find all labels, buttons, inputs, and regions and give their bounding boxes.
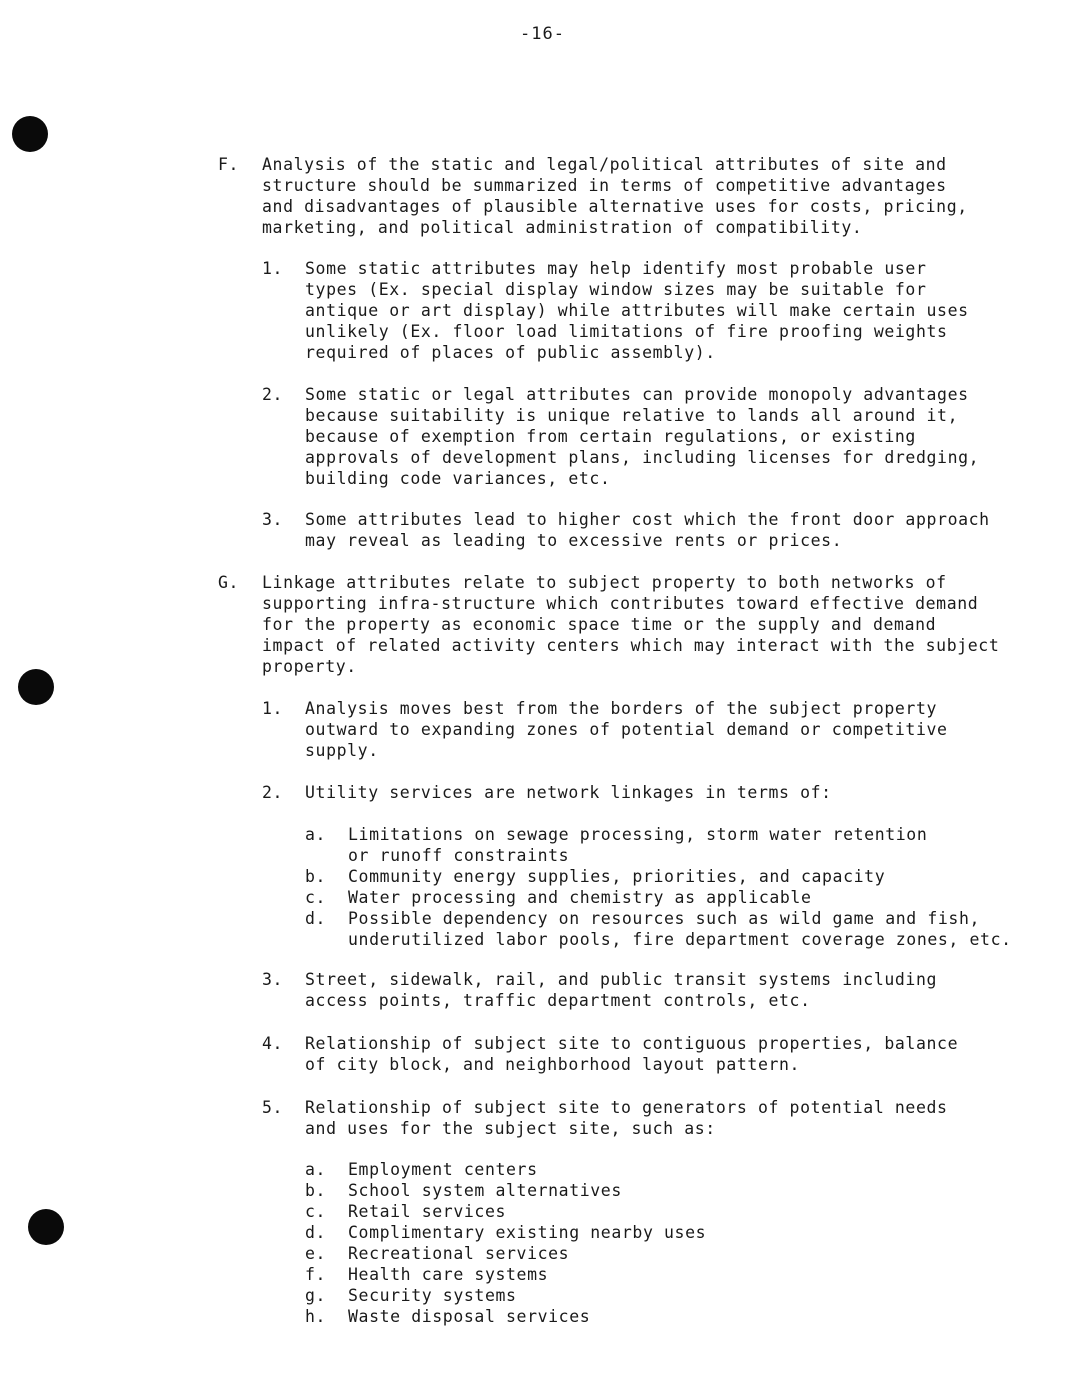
list-item-line: approvals of development plans, including licenses for dredging, — [305, 448, 980, 467]
list-item-marker: 4. — [262, 1034, 284, 1053]
list-item-line: Some attributes lead to higher cost which the front door approach — [305, 510, 990, 529]
list-item-line: Street, sidewalk, rail, and public transit systems including — [305, 970, 938, 989]
sub-item-line: Water processing and chemistry as applicable — [348, 888, 812, 907]
page-number: -16- — [520, 24, 565, 44]
list-item-line: unlikely (Ex. floor load limitations of fire proofing weights — [305, 322, 948, 341]
section-paragraph-line: structure should be summarized in terms of competitive advantages — [262, 176, 947, 195]
list-item-line: because of exemption from certain regulations, or existing — [305, 427, 916, 446]
sub-item-line: Complimentary existing nearby uses — [348, 1223, 707, 1242]
sub-item-marker: c. — [305, 1202, 327, 1221]
list-item-marker: 2. — [262, 385, 284, 404]
section-paragraph-line: marketing, and political administration of compatibility. — [262, 218, 863, 237]
sub-item-marker: c. — [305, 888, 327, 907]
list-item-line: building code variances, etc. — [305, 469, 611, 488]
list-item-line: Some static attributes may help identify most probable user — [305, 259, 927, 278]
list-item-marker: 1. — [262, 259, 284, 278]
list-item-line: Utility services are network linkages in terms of: — [305, 783, 832, 802]
sub-item-marker: h. — [305, 1307, 327, 1326]
section-paragraph-line: for the property as economic space time or the supply and demand — [262, 615, 937, 634]
sub-item-marker: g. — [305, 1286, 327, 1305]
list-item-marker: 1. — [262, 699, 284, 718]
list-item-line: supply. — [305, 741, 379, 760]
list-item-line: types (Ex. special display window sizes may be suitable for — [305, 280, 927, 299]
sub-item-marker: b. — [305, 1181, 327, 1200]
list-item-line: may reveal as leading to excessive rents or prices. — [305, 531, 843, 550]
sub-item-marker: a. — [305, 825, 327, 844]
list-item-marker: 3. — [262, 970, 284, 989]
section-paragraph-line: Linkage attributes relate to subject property to both networks of — [262, 573, 947, 592]
sub-item-line: School system alternatives — [348, 1181, 622, 1200]
binder-hole — [28, 1209, 64, 1245]
list-item-line: outward to expanding zones of potential demand or competitive — [305, 720, 948, 739]
sub-item-marker: a. — [305, 1160, 327, 1179]
list-item-line: Analysis moves best from the borders of the subject property — [305, 699, 938, 718]
section-paragraph-line: Analysis of the static and legal/political attributes of site and — [262, 155, 947, 174]
sub-item-line: Waste disposal services — [348, 1307, 591, 1326]
section-paragraph-line: impact of related activity centers which may interact with the subject — [262, 636, 1000, 655]
sub-item-line: Limitations on sewage processing, storm water retention — [348, 825, 928, 844]
sub-item-line: or runoff constraints — [348, 846, 570, 865]
list-item-line: Some static or legal attributes can provide monopoly advantages — [305, 385, 969, 404]
list-item-marker: 3. — [262, 510, 284, 529]
sub-item-line: underutilized labor pools, fire department coverage zones, etc. — [348, 930, 1012, 949]
sub-item-marker: e. — [305, 1244, 327, 1263]
list-item-line: access points, traffic department controls, etc. — [305, 991, 811, 1010]
binder-hole — [18, 669, 54, 705]
sub-item-marker: d. — [305, 1223, 327, 1242]
list-item-marker: 5. — [262, 1098, 284, 1117]
list-item-line: Relationship of subject site to generators of potential needs — [305, 1098, 948, 1117]
list-item-marker: 2. — [262, 783, 284, 802]
sub-item-marker: d. — [305, 909, 327, 928]
list-item-line: of city block, and neighborhood layout pattern. — [305, 1055, 801, 1074]
binder-hole — [12, 116, 48, 152]
sub-item-line: Recreational services — [348, 1244, 570, 1263]
list-item-line: required of places of public assembly). — [305, 343, 716, 362]
section-paragraph-line: property. — [262, 657, 357, 676]
section-marker: G. — [218, 573, 240, 592]
sub-item-line: Security systems — [348, 1286, 517, 1305]
sub-item-line: Community energy supplies, priorities, and capacity — [348, 867, 886, 886]
sub-item-marker: f. — [305, 1265, 327, 1284]
section-marker: F. — [218, 155, 240, 174]
sub-item-line: Possible dependency on resources such as wild game and fish, — [348, 909, 981, 928]
sub-item-line: Retail services — [348, 1202, 507, 1221]
list-item-line: and uses for the subject site, such as: — [305, 1119, 716, 1138]
sub-item-marker: b. — [305, 867, 327, 886]
list-item-line: antique or art display) while attributes will make certain uses — [305, 301, 969, 320]
list-item-line: because suitability is unique relative to lands all around it, — [305, 406, 959, 425]
list-item-line: Relationship of subject site to contiguous properties, balance — [305, 1034, 959, 1053]
sub-item-line: Health care systems — [348, 1265, 549, 1284]
section-paragraph-line: and disadvantages of plausible alternative uses for costs, pricing, — [262, 197, 968, 216]
section-paragraph-line: supporting infra-structure which contributes toward effective demand — [262, 594, 979, 613]
sub-item-line: Employment centers — [348, 1160, 538, 1179]
